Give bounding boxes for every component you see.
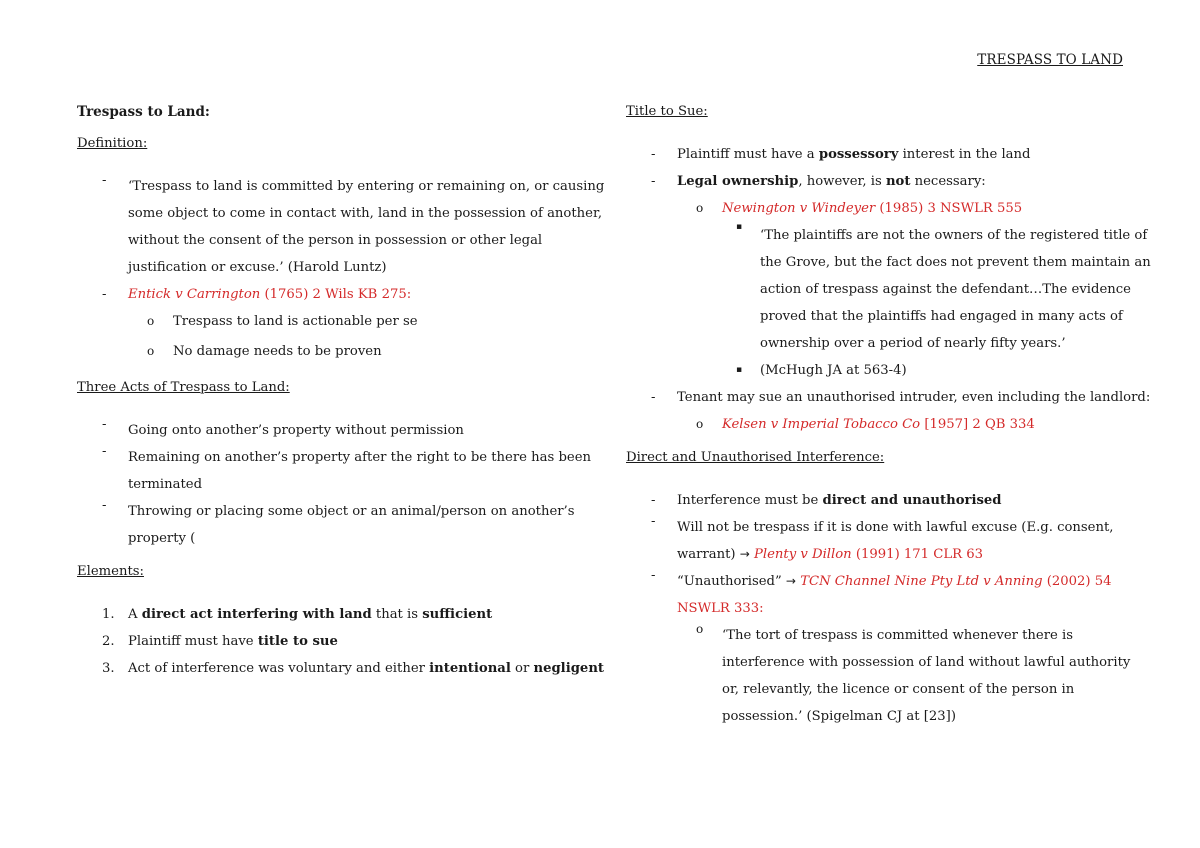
text: Interference must be (677, 493, 823, 508)
case-name: Plenty v Dillon (754, 547, 852, 562)
quote-line: the Grove, but the fact does not prevent them maintain an (760, 255, 1151, 270)
bold-text: sufficient (422, 607, 493, 622)
circle-bullet: o (696, 417, 704, 431)
dash-bullet: - (651, 390, 656, 405)
list-item (626, 514, 1131, 568)
text-line (677, 541, 1131, 568)
quote-line: proved that the plaintiffs had engaged in many acts of (760, 309, 1123, 324)
numbered-item (77, 655, 604, 682)
text: or (510, 661, 534, 676)
quote-line: possession.’ (Spigelman CJ at [23]) (722, 709, 956, 724)
list-item (77, 417, 582, 444)
case-citation: (1991) 171 CLR 63 (851, 547, 984, 562)
case-citation: (1985) 3 NSWLR 555 (875, 201, 1023, 216)
list-item-text: Remaining on another’s property after the right to be there has been (128, 450, 592, 465)
three-acts-heading: Three Acts of Trespass to Land: (77, 380, 290, 395)
dash-bullet: - (651, 174, 656, 189)
right-column (626, 103, 1151, 730)
list-item-text: property ( (128, 531, 196, 546)
dash-bullet: - (102, 417, 107, 432)
case-name: Kelsen v Imperial Tobacco Co (722, 417, 921, 432)
direct-interference-heading: Direct and Unauthorised Interference: (626, 450, 885, 465)
text: warrant) (677, 547, 740, 562)
case-name: Entick v Carrington (128, 287, 261, 302)
list-item (626, 568, 1131, 622)
list-item-text: Going onto another’s property without permission (128, 423, 464, 438)
list-item (77, 498, 582, 552)
list-item (626, 168, 1131, 195)
quote-line: interference with possession of land without lawful authority (722, 655, 1131, 670)
left-column (77, 103, 605, 682)
list-item (626, 384, 1151, 411)
quote-attribution: (McHugh JA at 563-4) (760, 363, 907, 378)
case-name: TCN Channel Nine Pty Ltd v Anning (800, 574, 1043, 589)
quote-line: or, relevantly, the licence or consent of the person in (722, 682, 1075, 697)
sub-point-text: No damage needs to be proven (173, 344, 382, 359)
case-item-entick (77, 281, 582, 308)
arrow-icon: → (739, 547, 750, 561)
dash-bullet: - (102, 287, 107, 302)
circle-bullet: o (147, 314, 155, 328)
case-item-newington (626, 195, 1131, 222)
quote-line: ownership over a period of nearly fifty years.’ (760, 336, 1066, 351)
case-citation: (1765) 2 Wils KB 275: (260, 287, 412, 302)
dash-bullet: - (651, 147, 656, 162)
text: Tenant may sue an unauthorised intruder, even including the landlord: (677, 390, 1151, 405)
sub-point-text: Trespass to land is actionable per se (173, 314, 418, 329)
circle-bullet: o (147, 344, 155, 358)
quote-item (626, 622, 1131, 730)
bold-text: title to sue (257, 634, 338, 649)
sub-point (77, 308, 582, 335)
bold-text: possessory (818, 147, 899, 162)
bold-text: direct and unauthorised (822, 493, 1002, 508)
text: interest in the land (898, 147, 1031, 162)
list-item-text: Throwing or placing some object or an animal/person on another’s (128, 504, 575, 519)
text: A (128, 607, 142, 622)
bold-text: Legal ownership (677, 174, 799, 189)
list-item (626, 487, 1131, 514)
text: that is (371, 607, 423, 622)
case-citation: [1957] 2 QB 334 (920, 417, 1035, 432)
bold-text: direct act interfering with land (141, 607, 372, 622)
square-bullet: ▪ (736, 222, 743, 232)
quote-line: ‘The plaintiffs are not the owners of the registered title of (760, 228, 1148, 243)
case-citation: (2002) 54 (1042, 574, 1112, 589)
list-number: 2. (102, 634, 115, 649)
list-item (626, 141, 1131, 168)
title-to-sue-heading: Title to Sue: (626, 104, 708, 119)
quote-line: justification or excuse.’ (Harold Luntz) (128, 260, 387, 275)
numbered-item (77, 601, 582, 628)
quote-line: some object to come in contact with, land in the possession of another, (128, 206, 603, 221)
bold-text: intentional (429, 661, 511, 676)
list-number: 3. (102, 661, 115, 676)
case-name: Newington v Windeyer (722, 201, 876, 216)
text: Plaintiff must have a (677, 147, 819, 162)
text: Act of interference was voluntary and either (128, 661, 430, 676)
dash-bullet: - (102, 173, 107, 188)
quote-line: ‘Trespass to land is committed by entering or remaining on, or causing (128, 179, 605, 194)
quote-line: action of trespass against the defendant…The evidence (760, 282, 1131, 297)
definition-heading: Definition: (77, 136, 148, 151)
quote-line: ‘The tort of trespass is committed whenever there is (722, 628, 1074, 643)
elements-heading: Elements: (77, 564, 144, 579)
running-header: TRESPASS TO LAND (977, 52, 1123, 68)
circle-bullet: o (696, 622, 704, 636)
square-bullet: ▪ (736, 365, 743, 375)
numbered-item (77, 628, 582, 655)
text: necessary: (910, 174, 986, 189)
text: “Unauthorised” (677, 574, 786, 589)
dash-bullet: - (102, 444, 107, 459)
text: Plaintiff must have (128, 634, 258, 649)
list-item-text: terminated (128, 477, 203, 492)
dash-bullet: - (651, 568, 656, 583)
dash-bullet: - (651, 514, 656, 529)
definition-quote-item (77, 173, 605, 281)
quote-item (626, 222, 1151, 357)
quote-attribution-item (626, 357, 1131, 384)
bold-text: not (885, 174, 911, 189)
case-citation: NSWLR 333: (677, 601, 764, 616)
arrow-icon: → (785, 574, 796, 588)
text: Will not be trespass if it is done with lawful excuse (E.g. consent, (677, 520, 1114, 535)
dash-bullet: - (102, 498, 107, 513)
document-title: Trespass to Land: (77, 104, 210, 120)
text: , however, is (798, 174, 886, 189)
list-item (77, 444, 592, 498)
list-number: 1. (102, 607, 115, 622)
text-line (677, 568, 1131, 595)
sub-point (77, 338, 582, 365)
case-item-kelsen (626, 411, 1131, 438)
dash-bullet: - (651, 493, 656, 508)
quote-line: without the consent of the person in possession or other legal (128, 233, 543, 248)
circle-bullet: o (696, 201, 704, 215)
bold-text: negligent (533, 661, 604, 676)
